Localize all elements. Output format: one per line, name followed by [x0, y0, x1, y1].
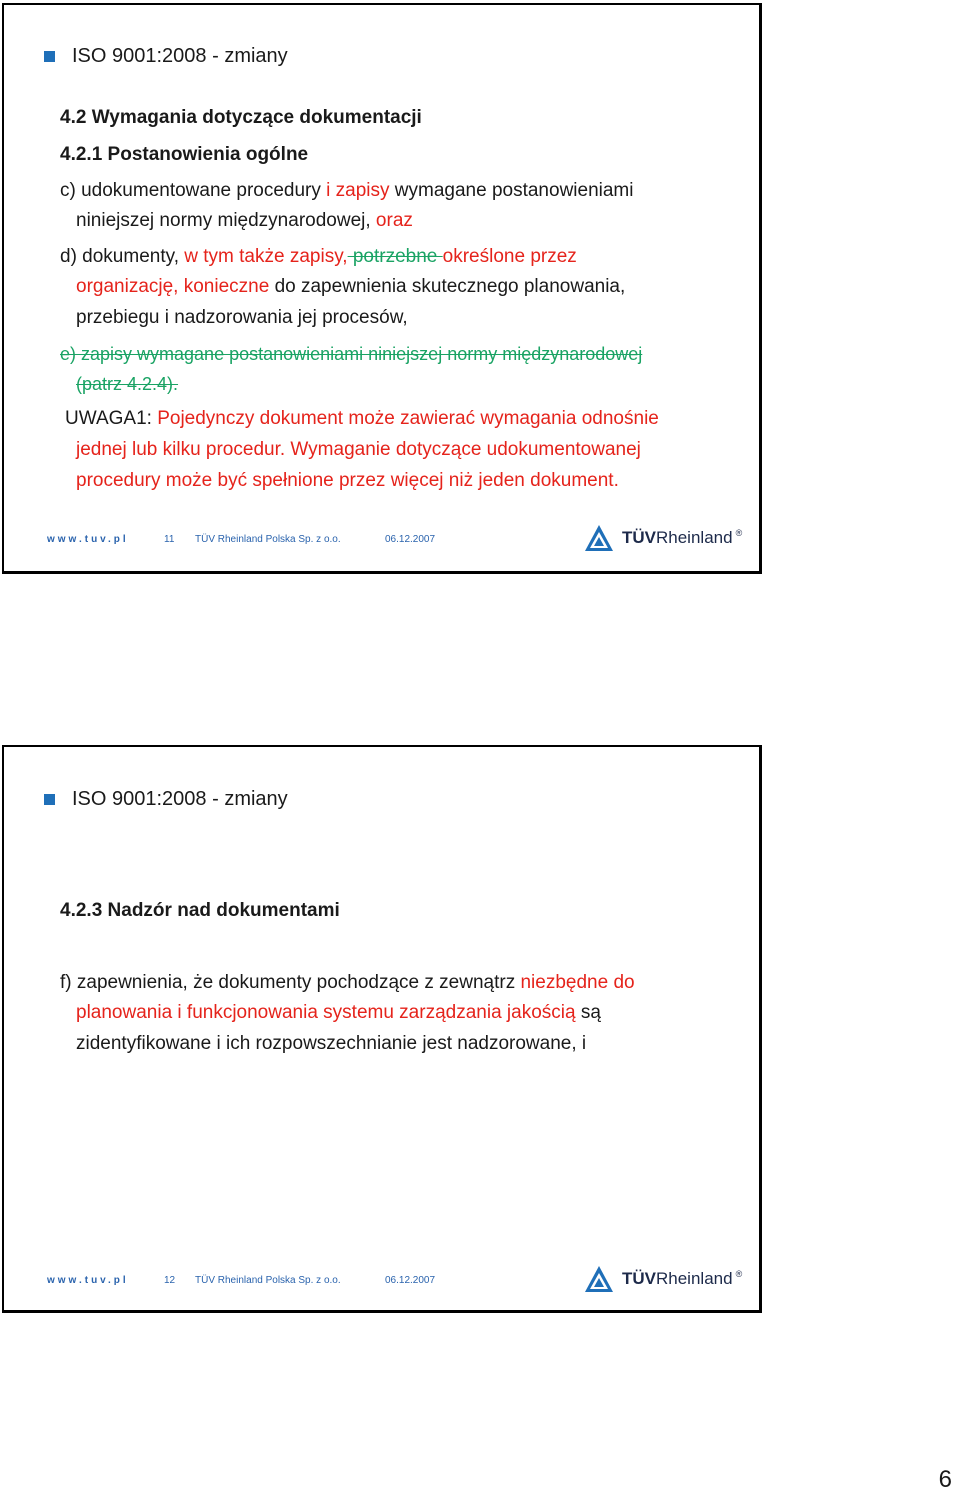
text-run-added: w tym także zapisy, [184, 246, 348, 267]
note-line-3: procedury może być spełnione przez więcej niż jeden dokument. [76, 470, 619, 491]
slide-11 [2, 3, 762, 574]
logo-text [622, 1269, 742, 1289]
tuv-triangle-logo-icon [584, 524, 614, 552]
registered-mark: ® [735, 1269, 743, 1280]
item-d-line-2 [76, 276, 625, 298]
note-line-1 [65, 408, 659, 430]
slide-12 [2, 745, 762, 1313]
text-run: do zapewnienia skutecznego planowania, [269, 276, 626, 297]
item-f-line-3: zidentyfikowane i ich rozpowszechnianie jest nadzorowane, i [76, 1033, 587, 1054]
bullet-square-icon [44, 51, 55, 62]
text-run: c) udokumentowane procedury [60, 180, 327, 201]
subsection-heading: 4.2.1 Postanowienia ogólne [60, 144, 309, 165]
item-c-line-1 [60, 180, 633, 202]
logo-name: Rheinland [656, 1269, 733, 1288]
footer-url: www.tuv.pl [47, 1275, 129, 1286]
text-run-added: określone przez [442, 246, 577, 267]
page-number: 6 [938, 1466, 952, 1493]
footer-url: www.tuv.pl [47, 534, 129, 545]
slide-title [44, 788, 288, 811]
logo-text [622, 528, 742, 548]
footer-page-number: 11 [164, 534, 175, 545]
text-run-added: i zapisy [326, 180, 390, 201]
item-e-line-2-deleted: (patrz 4.2.4). [76, 374, 179, 394]
text-run-added: Pojedynczy dokument może zawierać wymagania odnośnie [157, 408, 659, 429]
logo-bold: TÜV [622, 1269, 656, 1288]
footer-company: TÜV Rheinland Polska Sp. z o.o. [195, 1275, 341, 1286]
text-run: f) zapewnienia, że dokumenty pochodzące z zewnątrz [60, 972, 521, 993]
note-label: UWAGA1: [65, 408, 158, 429]
text-run-added: planowania i funkcjonowania systemu zarządzania jakością [76, 1002, 576, 1023]
slide-title [44, 45, 288, 68]
bullet-square-icon [44, 794, 55, 805]
tuv-triangle-logo-icon [584, 1265, 614, 1293]
item-c-line-2 [76, 210, 413, 232]
item-f-line-2 [76, 1002, 601, 1024]
item-e-line-1-deleted: e) zapisy wymagane postanowieniami niniejszej normy międzynarodowej [60, 344, 643, 364]
section-heading: 4.2 Wymagania dotyczące dokumentacji [60, 107, 422, 128]
text-run-added: niezbędne do [520, 972, 635, 993]
subsection-heading: 4.2.3 Nadzór nad dokumentami [60, 900, 340, 921]
tuv-logo [584, 1265, 742, 1293]
text-run: d) dokumenty, [60, 246, 185, 267]
text-run-added: oraz [375, 210, 413, 231]
note-line-2: jednej lub kilku procedur. Wymaganie dotyczące udokumentowanej [76, 439, 641, 460]
footer-company: TÜV Rheinland Polska Sp. z o.o. [195, 534, 341, 545]
footer-page-number: 12 [164, 1275, 176, 1286]
text-run: są [575, 1002, 601, 1023]
footer-date: 06.12.2007 [385, 534, 436, 545]
slide-title-text: ISO 9001:2008 - zmiany [72, 788, 288, 810]
tuv-logo [584, 524, 742, 552]
slide-title-text: ISO 9001:2008 - zmiany [72, 45, 288, 67]
item-f-line-1 [60, 972, 635, 994]
registered-mark: ® [735, 528, 743, 539]
item-d-line-1 [60, 246, 577, 268]
item-d-line-3: przebiegu i nadzorowania jej procesów, [76, 307, 408, 328]
text-run-deleted: potrzebne [347, 246, 443, 267]
logo-bold: TÜV [622, 528, 656, 547]
text-run: niniejszej normy międzynarodowej, [76, 210, 376, 231]
logo-name: Rheinland [656, 528, 733, 547]
text-run: wymagane postanowieniami [389, 180, 634, 201]
footer-date: 06.12.2007 [385, 1275, 436, 1286]
text-run-added: organizację, konieczne [76, 276, 270, 297]
